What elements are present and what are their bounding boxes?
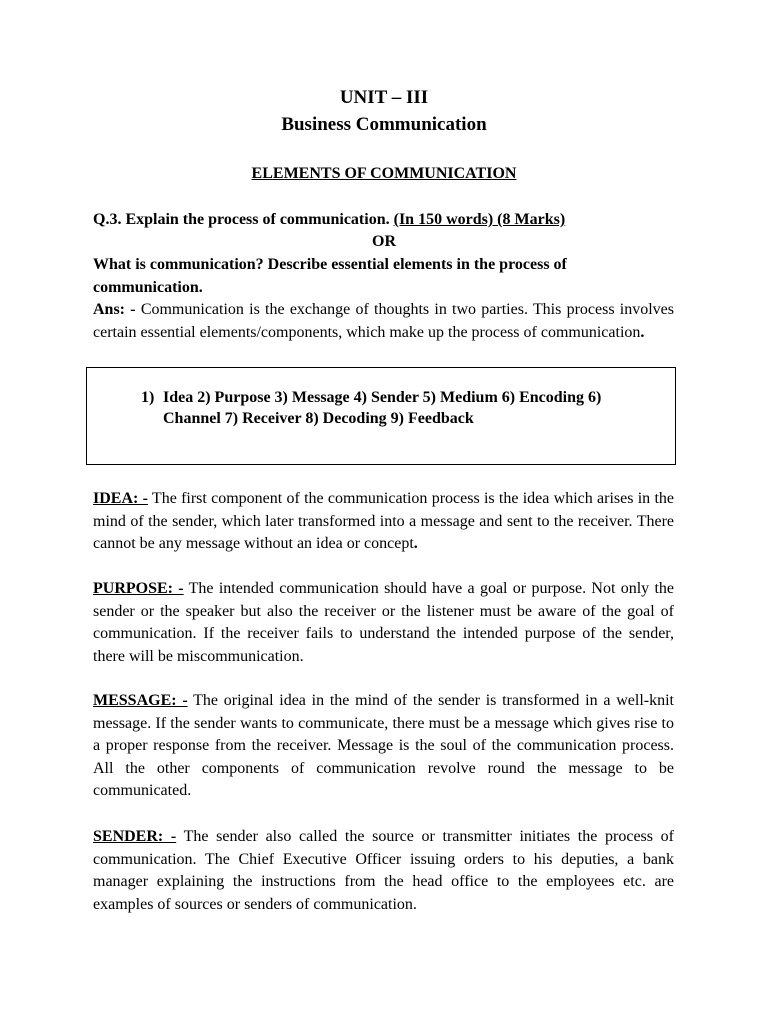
elements-box bbox=[86, 367, 676, 465]
answer-end: . bbox=[640, 323, 645, 341]
answer-paragraph bbox=[93, 299, 674, 344]
elements-list-number: 1) bbox=[141, 389, 155, 406]
answer-text: Communication is the exchange of thoughts in two parties. This process involves certain essential elements/components, which make up the process of communication bbox=[93, 301, 675, 341]
subject-title: Business Communication bbox=[281, 114, 487, 135]
question-line bbox=[93, 209, 683, 231]
idea-text: The first component of the communication process is the idea which arises in the mind of the sender, which later transformed into a message and sent to the receiver. There cannot be any message without an idea or concept bbox=[93, 490, 674, 552]
section-title: ELEMENTS OF COMMUNICATION bbox=[251, 165, 517, 182]
message-paragraph bbox=[93, 690, 674, 803]
sender-text: The sender also called the source or transmitter initiates the process of communication. The Chief Executive Officer issuing orders to his deputies, a bank manager explaining the instructions from the head office to the employees etc. are examples of sources or senders of communication. bbox=[93, 828, 674, 913]
purpose-paragraph bbox=[93, 578, 674, 668]
idea-heading: IDEA: - bbox=[93, 490, 148, 507]
unit-title: UNIT – III bbox=[339, 87, 429, 108]
answer-label: Ans: - bbox=[93, 301, 141, 318]
or-separator: OR bbox=[372, 233, 396, 250]
purpose-text: The intended communication should have a goal or purpose. Not only the sender or the speaker but also the receiver or the listener must be aware of the goal of communication. If the receiver fails to understand the intended purpose of the sender, there will be miscommunication. bbox=[93, 580, 675, 665]
elements-list-items: Idea 2) Purpose 3) Message 4) Sender 5) Medium 6) Encoding 6) Channel 7) Receiver 8) Decoding 9) Feedback bbox=[163, 389, 602, 427]
message-heading: MESSAGE: - bbox=[93, 692, 188, 709]
alternate-question: What is communication? Describe essential elements in the process of communication. bbox=[93, 256, 567, 296]
elements-list bbox=[141, 387, 661, 429]
sender-heading: SENDER: - bbox=[93, 828, 177, 845]
idea-end: . bbox=[413, 535, 418, 552]
message-text: The original idea in the mind of the sender is transformed in a well-knit message. If the sender wants to communicate, there must be a message which gives rise to a proper response from the receiver. Message is the soul of the communication process. All the other components of communication revolve round the message to be communicated. bbox=[93, 692, 674, 799]
sender-paragraph bbox=[93, 826, 674, 916]
idea-paragraph bbox=[93, 488, 674, 556]
question-marks: (In 150 words) (8 Marks) bbox=[393, 211, 566, 228]
purpose-heading: PURPOSE: - bbox=[93, 580, 184, 597]
question-text: Q.3. Explain the process of communication. bbox=[93, 211, 394, 228]
